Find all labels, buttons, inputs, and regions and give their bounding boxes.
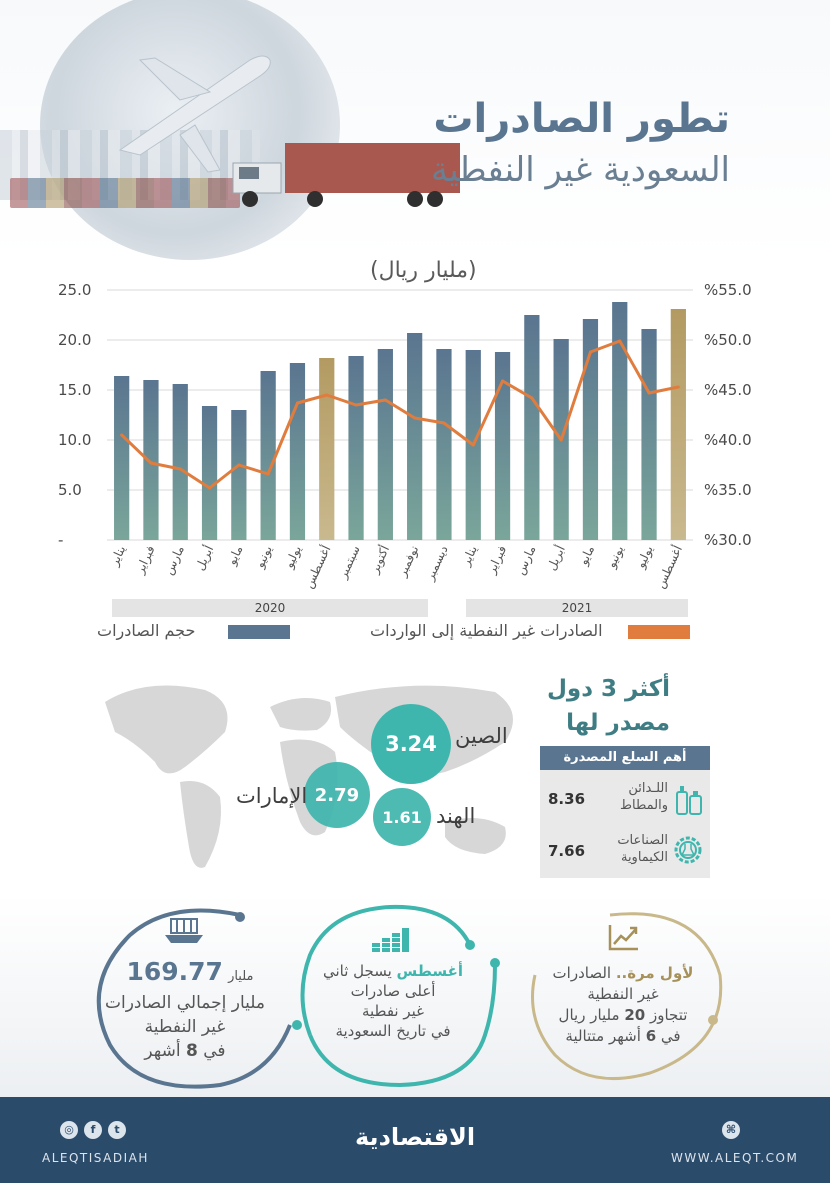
y-tick-label: - (58, 531, 64, 549)
y-tick-label: 15.0 (58, 381, 92, 399)
august-line-2: أعلى صادرات (350, 982, 436, 1000)
truck-icon (225, 135, 465, 215)
first-highlight: لأول مرة.. (615, 964, 694, 982)
ratio-point (296, 402, 299, 405)
total-line-3-prefix: في (203, 1041, 226, 1061)
instagram-icon[interactable]: ◎ (60, 1121, 78, 1139)
facebook-icon[interactable]: f (84, 1121, 102, 1139)
ratio-point (442, 422, 445, 425)
total-text (90, 991, 280, 1063)
uae-value: 2.79 (314, 784, 360, 806)
first-line-3-num: 20 (624, 1006, 646, 1024)
footer (0, 1097, 830, 1183)
first-time-text (552, 963, 694, 1047)
y2-tick-label: %45.0 (704, 381, 752, 399)
first-line-4 (552, 1026, 694, 1047)
social-handle[interactable]: ALEQTISADIAH (42, 1151, 149, 1165)
year-band-2020 (112, 599, 428, 617)
bar (290, 363, 305, 540)
bar (407, 333, 422, 540)
ratio-point (179, 468, 182, 471)
exports-chart (0, 270, 830, 610)
y-tick-label: 5.0 (58, 481, 82, 499)
y-tick-label: 25.0 (58, 281, 92, 299)
social-icons (60, 1121, 126, 1139)
goods-value-plastics: 8.36 (548, 790, 586, 808)
trend-up-icon (608, 923, 640, 951)
month-label: يونيو (604, 543, 627, 570)
total-line-1: مليار إجمالي الصادرات (105, 993, 265, 1013)
top-goods-box (540, 746, 710, 878)
month-label: أبريل (544, 543, 568, 573)
month-label: نوفمبر (394, 543, 422, 579)
year-label-2021: 2021 (561, 601, 593, 615)
bar (173, 384, 188, 540)
y2-tick-label: %40.0 (704, 431, 752, 449)
title-line-2: السعودية غير النفطية (431, 150, 730, 190)
month-label: فبراير (132, 543, 158, 576)
china-bubble (371, 704, 451, 784)
ratio-point (149, 462, 152, 465)
web-icon: ⌘ (722, 1121, 740, 1139)
year-band-2021 (466, 599, 688, 617)
august-highlight: أغسطس (396, 962, 464, 980)
bar (231, 410, 246, 540)
month-label: سبتمبر (335, 543, 363, 581)
first-line-3 (552, 1005, 694, 1026)
top-countries-line-1: أكثر 3 دول (546, 676, 670, 702)
highlights-section (0, 895, 830, 1100)
total-unit: مليار (228, 969, 254, 984)
bar (378, 349, 393, 540)
ratio-point (648, 392, 651, 395)
ratio-point (120, 434, 123, 437)
ratio-point (208, 487, 211, 490)
first-line-4-suffix: أشهر متتالية (565, 1027, 641, 1045)
ratio-point (472, 444, 475, 447)
first-line-2: غير النفطية (587, 985, 659, 1003)
bottles-icon (674, 782, 704, 816)
y2-tick-label: %30.0 (704, 531, 752, 549)
uae-bubble (304, 762, 370, 828)
ratio-point (325, 394, 328, 397)
total-line-2: غير النفطية (144, 1017, 226, 1037)
ratio-point (530, 397, 533, 400)
bar (641, 329, 656, 540)
ratio-point (237, 464, 240, 467)
month-label: مارس (161, 543, 187, 577)
first-line-1-text: الصادرات (552, 964, 612, 982)
august-line-4: في تاريخ السعودية (335, 1022, 451, 1040)
chart-unit-label: (مليار ريال) (370, 258, 477, 283)
month-label: فبراير (484, 543, 510, 576)
month-label: أكتوبر (367, 543, 393, 576)
ratio-point (589, 351, 592, 354)
ratio-point (267, 473, 270, 476)
brand-logo: الاقتصادية (355, 1123, 476, 1151)
china-value: 3.24 (385, 732, 437, 756)
bar (261, 371, 276, 540)
month-label: يناير (458, 543, 480, 568)
month-label: يوليو (633, 543, 656, 571)
ratio-point (677, 386, 680, 389)
bar (612, 302, 627, 540)
bar (524, 315, 539, 540)
hero-banner (0, 0, 830, 260)
august-line-1-text: يسجل ثاني (322, 962, 392, 980)
goods-label-plastics-2: والمطاط (619, 798, 668, 813)
top-goods-header: أهم السلع المصدرة (540, 746, 710, 770)
month-label: أبريل (192, 543, 217, 573)
y-tick-label: 10.0 (58, 431, 92, 449)
y-tick-label: 20.0 (58, 331, 92, 349)
ratio-point (618, 340, 621, 343)
month-label: مايو (224, 543, 246, 568)
legend-swatch-volume (228, 625, 290, 639)
ship-icon (163, 917, 205, 947)
goods-label-chemicals-2: الكيماوية (620, 850, 668, 865)
india-value: 1.61 (382, 807, 422, 827)
y2-tick-label: %35.0 (704, 481, 752, 499)
india-label: الهند (436, 804, 476, 828)
august-line-1 (318, 961, 468, 981)
goods-label-chemicals (617, 832, 668, 866)
chemical-gear-icon (672, 834, 704, 866)
ratio-point (355, 404, 358, 407)
first-line-1 (552, 963, 694, 984)
bar (202, 406, 217, 540)
august-text (318, 961, 468, 1041)
first-line-3-prefix: تتجاوز (649, 1006, 688, 1024)
goods-label-plastics-1: اللـدائن (628, 781, 668, 796)
top-countries-line-2: مصدر لها (566, 710, 670, 736)
china-label: الصين (455, 724, 508, 748)
bar (319, 358, 334, 540)
month-label: ديسمبر (422, 543, 451, 583)
title-line-1: تطور الصادرات (433, 96, 730, 142)
ratio-point (384, 399, 387, 402)
top-countries-title (547, 672, 670, 740)
bar (348, 356, 363, 540)
goods-label-chemicals-1: الصناعات (617, 833, 668, 848)
goods-value-chemicals: 7.66 (548, 842, 586, 860)
august-line-3: غير نفطية (361, 1002, 425, 1020)
first-line-4-num: 6 (645, 1027, 657, 1045)
twitter-icon[interactable]: t (108, 1121, 126, 1139)
goods-row-chemicals (540, 826, 710, 876)
ratio-point (560, 439, 563, 442)
total-value: 169.77 (126, 957, 223, 986)
coins-icon (370, 925, 410, 953)
month-label: مايو (576, 543, 598, 568)
month-label: أغسطس (653, 543, 686, 591)
india-bubble (373, 788, 431, 846)
ratio-point (501, 380, 504, 383)
month-label: يناير (106, 543, 129, 568)
goods-label-plastics (620, 780, 668, 814)
uae-label: الإمارات (236, 784, 308, 808)
first-line-3-suffix: مليار ريال (558, 1006, 620, 1024)
bar (114, 376, 129, 540)
total-line-3-num: 8 (186, 1041, 198, 1061)
total-line-3 (90, 1039, 280, 1063)
goods-row-plastics (540, 774, 710, 824)
total-value-line (110, 957, 270, 986)
total-line-3-suffix: أشهر (144, 1041, 181, 1061)
first-line-4-prefix: في (660, 1027, 681, 1045)
shipping-containers (10, 178, 240, 208)
y2-tick-label: %50.0 (704, 331, 752, 349)
year-label-2020: 2020 (254, 601, 286, 615)
month-label: أغسطس (301, 543, 334, 591)
bar (671, 309, 686, 540)
bar (436, 349, 451, 540)
legend-label-volume: حجم الصادرات (97, 621, 196, 640)
month-label: مارس (512, 543, 539, 577)
month-label: يوليو (281, 543, 305, 571)
ratio-point (413, 417, 416, 420)
website-link[interactable]: WWW.ALEQT.COM (671, 1151, 799, 1165)
y2-tick-label: %55.0 (704, 281, 752, 299)
legend-label-ratio: الصادرات غير النفطية إلى الواردات (370, 621, 603, 640)
legend-swatch-ratio (628, 625, 690, 639)
month-label: يونيو (252, 543, 275, 570)
